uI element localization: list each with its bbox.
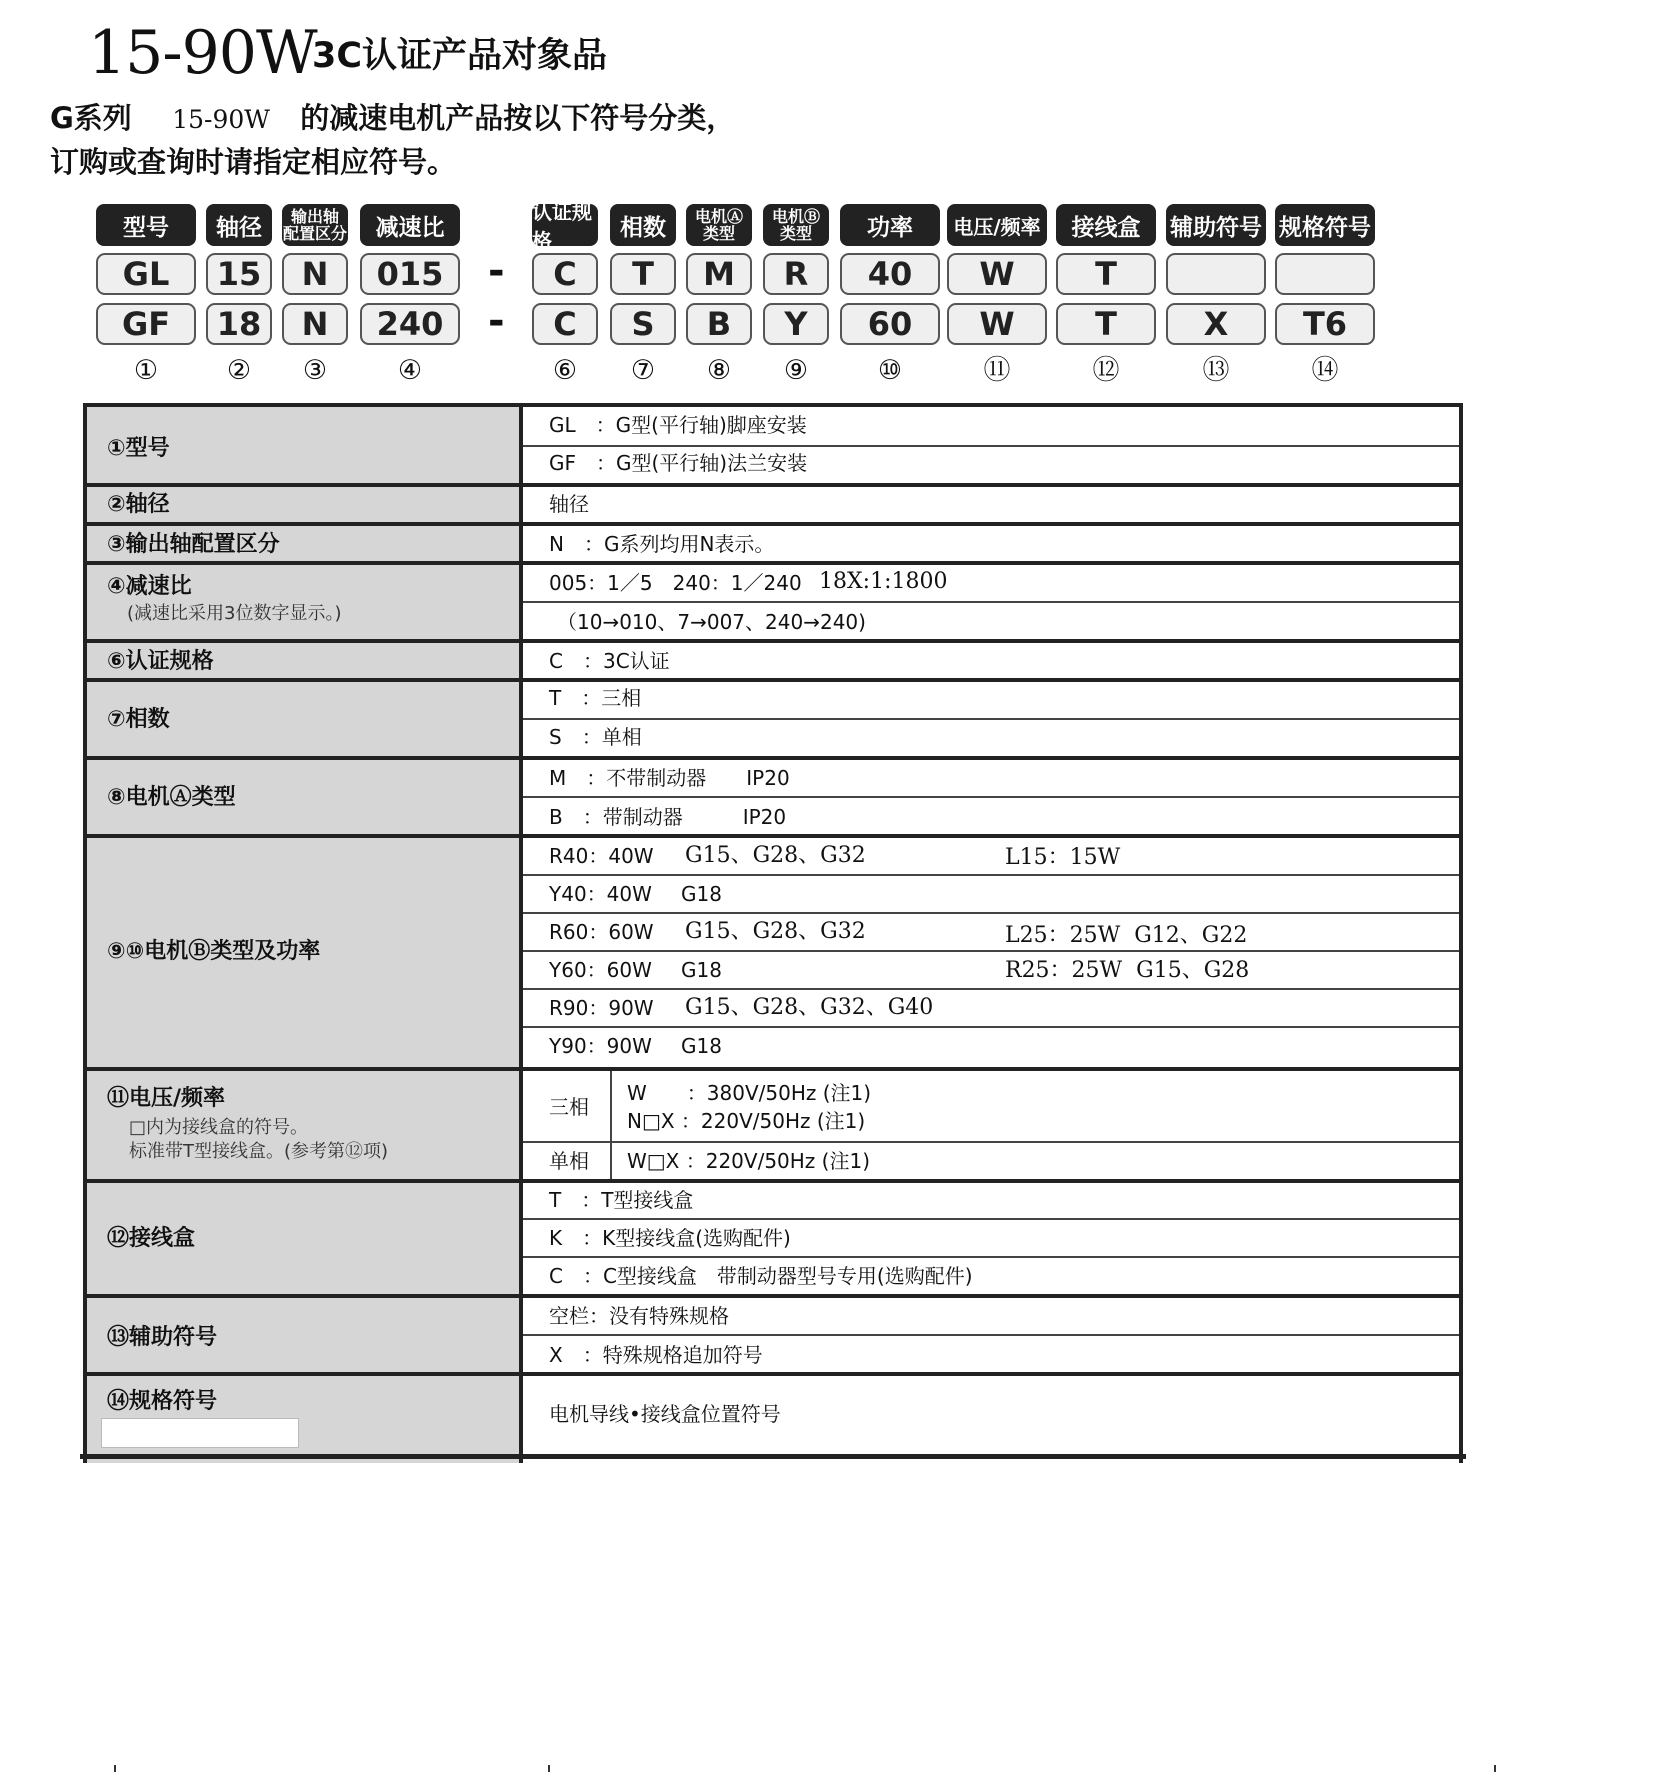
- motor-b-extra: L15：15W: [1005, 845, 1121, 870]
- label-voltage: ⑪电压/频率: [107, 1086, 226, 1111]
- row-divider: [523, 912, 1459, 914]
- label-model: ①型号: [107, 436, 170, 461]
- code-row2-shaft: 18: [206, 303, 272, 345]
- spec-table: [83, 403, 1463, 1463]
- code-header-shaft: 轴径: [206, 204, 272, 246]
- label-phase: ⑦相数: [107, 707, 170, 732]
- code-header-aux: 辅助符号: [1166, 204, 1266, 246]
- motor-b-gears: G15、G28、G32、G40: [685, 995, 934, 1020]
- motor-b-extra: L25：25W G12、G22: [1005, 923, 1248, 948]
- code-header-power: 功率: [840, 204, 940, 246]
- voltage-note-2: 标准带T型接线盒。(参考第⑫项): [129, 1141, 389, 1162]
- code-row1-spec: [1275, 253, 1375, 295]
- code-dash-1: -: [488, 248, 505, 294]
- code-row1-voltage: W: [947, 253, 1047, 295]
- group-motor-b: [87, 838, 1459, 1071]
- voltage-note-1: □内为接线盒的符号。: [129, 1117, 309, 1138]
- label-aux: ⑬辅助符号: [107, 1325, 218, 1350]
- code-row2-motor-a: B: [686, 303, 752, 345]
- code-header-cert: 认证规格: [532, 204, 598, 246]
- intro-range: 15-90W: [172, 105, 270, 134]
- code-header-motor-a: 电机Ⓐ 类型: [686, 204, 752, 246]
- voltage-single-label: 单相: [549, 1149, 589, 1173]
- code-row2-motor-b: Y: [763, 303, 829, 345]
- shaft-row: 轴径: [549, 492, 589, 516]
- code-row2-box: T: [1056, 303, 1156, 345]
- ratio-row-2: （10→010、7→007、240→240): [557, 610, 866, 634]
- label-ratio: ④减速比: [107, 574, 192, 599]
- code-header-ratio: 减速比: [360, 204, 460, 246]
- ratio-row-1: 005：1／5 240：1／240: [549, 571, 802, 595]
- phase-row-s: S ：单相: [549, 725, 642, 749]
- motor-a-row-m: M ：不带制动器 IP20: [549, 766, 790, 790]
- box-row-c: C ：C型接线盒 带制动器型号专用(选购配件): [549, 1264, 973, 1288]
- group-motor-a: [87, 760, 1459, 838]
- row-divider: [523, 1334, 1459, 1336]
- page-tick: [1494, 1765, 1496, 1772]
- ratio-extra: 18X:1:1800: [819, 569, 948, 594]
- page-tick: [114, 1765, 116, 1772]
- voltage-three-row-1: W ：380V/50Hz (注1): [627, 1081, 872, 1105]
- code-row1-motor-b: R: [763, 253, 829, 295]
- motor-b-code: R40：40W: [549, 844, 654, 868]
- motor-b-code: R90：90W: [549, 996, 654, 1020]
- ratio-note: (减速比采用3位数字显示。): [127, 603, 342, 624]
- code-number-output: ③: [302, 355, 328, 386]
- motor-b-gears: G18: [681, 882, 722, 906]
- white-patch: [101, 1418, 299, 1448]
- code-number-motor-b: ⑨: [783, 355, 809, 386]
- code-number-power: ⑩: [877, 355, 903, 386]
- code-row1-motor-a: M: [686, 253, 752, 295]
- intro-series: G系列: [50, 101, 132, 135]
- group-model: [87, 407, 1459, 487]
- group-aux: [87, 1298, 1459, 1376]
- label-motor-a: ⑧电机Ⓐ类型: [107, 785, 236, 810]
- label-output: ③输出轴配置区分: [107, 532, 280, 557]
- group-box: [87, 1183, 1459, 1298]
- code-row1-ratio: 015: [360, 253, 460, 295]
- label-spec-code: ⑭规格符号: [107, 1389, 218, 1414]
- model-row-gf: GF ：G型(平行轴)法兰安装: [549, 451, 808, 475]
- code-row2-spec: T6: [1275, 303, 1375, 345]
- code-header-box: 接线盒: [1056, 204, 1156, 246]
- motor-b-extra: R25：25W G15、G28: [1005, 958, 1250, 983]
- table-bottom-border: [80, 1454, 1466, 1459]
- code-row2-model: GF: [96, 303, 196, 345]
- code-row2-cert: C: [532, 303, 598, 345]
- spec-code-row: 电机导线•接线盒位置符号: [549, 1402, 781, 1426]
- code-row2-ratio: 240: [360, 303, 460, 345]
- voltage-inner-divider: [610, 1071, 612, 1179]
- code-row1-box: T: [1056, 253, 1156, 295]
- group-spec-code: [87, 1376, 1459, 1463]
- code-row1-power: 40: [840, 253, 940, 295]
- motor-b-code: Y40：40W: [549, 882, 652, 906]
- code-row2-aux: X: [1166, 303, 1266, 345]
- code-number-shaft: ②: [226, 355, 252, 386]
- group-cert: [87, 643, 1459, 682]
- intro-rest: 的减速电机产品按以下符号分类，: [300, 101, 736, 135]
- aux-row-blank: 空栏：没有特殊规格: [549, 1304, 729, 1328]
- code-row1-aux: [1166, 253, 1266, 295]
- group-ratio: [87, 565, 1459, 643]
- code-row2-voltage: W: [947, 303, 1047, 345]
- motor-b-code: Y60：60W: [549, 958, 652, 982]
- cert-row: C ：3C认证: [549, 649, 670, 673]
- motor-b-gears: G15、G28、G32: [685, 919, 866, 944]
- row-divider: [523, 796, 1459, 798]
- code-number-aux: ⑬: [1202, 355, 1230, 386]
- row-divider: [523, 988, 1459, 990]
- code-row2-output: N: [282, 303, 348, 345]
- motor-b-code: R60：60W: [549, 920, 654, 944]
- phase-row-t: T ：三相: [549, 686, 642, 710]
- code-row1-cert: C: [532, 253, 598, 295]
- voltage-single-row: W□X ：220V/50Hz (注1): [627, 1149, 870, 1173]
- voltage-three-row-2: N□X ：220V/50Hz (注1): [627, 1109, 866, 1133]
- intro-line-1: [50, 98, 735, 140]
- row-divider: [523, 950, 1459, 952]
- code-number-model: ①: [133, 355, 159, 386]
- group-voltage: [87, 1071, 1459, 1183]
- code-row2-phase: S: [610, 303, 676, 345]
- code-header-output: 输出轴 配置区分: [282, 204, 348, 246]
- code-row2-power: 60: [840, 303, 940, 345]
- code-row1-shaft: 15: [206, 253, 272, 295]
- motor-b-gears: G18: [681, 958, 722, 982]
- code-header-model: 型号: [96, 204, 196, 246]
- motor-b-gears: G15、G28、G32: [685, 843, 866, 868]
- code-number-cert: ⑥: [552, 355, 578, 386]
- output-row: N ：G系列均用N表示。: [549, 532, 775, 556]
- box-row-t: T ：T型接线盒: [549, 1188, 694, 1212]
- spec-column-divider: [519, 407, 523, 1463]
- code-number-box: ⑫: [1092, 355, 1120, 386]
- motor-a-row-b: B ：带制动器 IP20: [549, 805, 787, 829]
- group-output: [87, 526, 1459, 565]
- code-number-phase: ⑦: [630, 355, 656, 386]
- group-phase: [87, 682, 1459, 760]
- code-number-spec: ⑭: [1311, 355, 1339, 386]
- box-row-k: K ：K型接线盒(选购配件): [549, 1226, 791, 1250]
- code-row1-model: GL: [96, 253, 196, 295]
- row-divider: [523, 601, 1459, 603]
- row-divider: [523, 874, 1459, 876]
- aux-row-x: X ：特殊规格追加符号: [549, 1343, 763, 1367]
- intro-line-2: 订购或查询时请指定相应符号。: [50, 145, 457, 179]
- row-divider: [523, 1218, 1459, 1220]
- code-number-voltage: ⑪: [983, 355, 1011, 386]
- code-row1-output: N: [282, 253, 348, 295]
- code-header-motor-b: 电机Ⓑ 类型: [763, 204, 829, 246]
- page-subtitle: 3C认证产品对象品: [312, 36, 608, 76]
- code-header-phase: 相数: [610, 204, 676, 246]
- code-header-voltage: 电压/频率: [947, 204, 1047, 246]
- page-title: 15-90W: [88, 18, 317, 88]
- row-divider: [523, 1026, 1459, 1028]
- voltage-three-label: 三相: [549, 1095, 589, 1119]
- label-box: ⑫接线盒: [107, 1226, 196, 1251]
- group-shaft: [87, 487, 1459, 526]
- model-row-gl: GL ：G型(平行轴)脚座安装: [549, 413, 807, 437]
- label-cert: ⑥认证规格: [107, 649, 214, 674]
- row-divider: [523, 445, 1459, 447]
- code-header-spec: 规格符号: [1275, 204, 1375, 246]
- row-divider: [523, 1141, 1459, 1143]
- row-divider: [523, 718, 1459, 720]
- code-number-motor-a: ⑧: [706, 355, 732, 386]
- code-dash-2: -: [488, 298, 505, 344]
- row-divider: [523, 1256, 1459, 1258]
- code-row1-phase: T: [610, 253, 676, 295]
- page-tick: [548, 1765, 550, 1772]
- motor-b-gears: G18: [681, 1034, 722, 1058]
- motor-b-code: Y90：90W: [549, 1034, 652, 1058]
- label-motor-b: ⑨⑩电机Ⓑ类型及功率: [107, 939, 321, 964]
- code-number-ratio: ④: [397, 355, 423, 386]
- label-shaft: ②轴径: [107, 492, 170, 517]
